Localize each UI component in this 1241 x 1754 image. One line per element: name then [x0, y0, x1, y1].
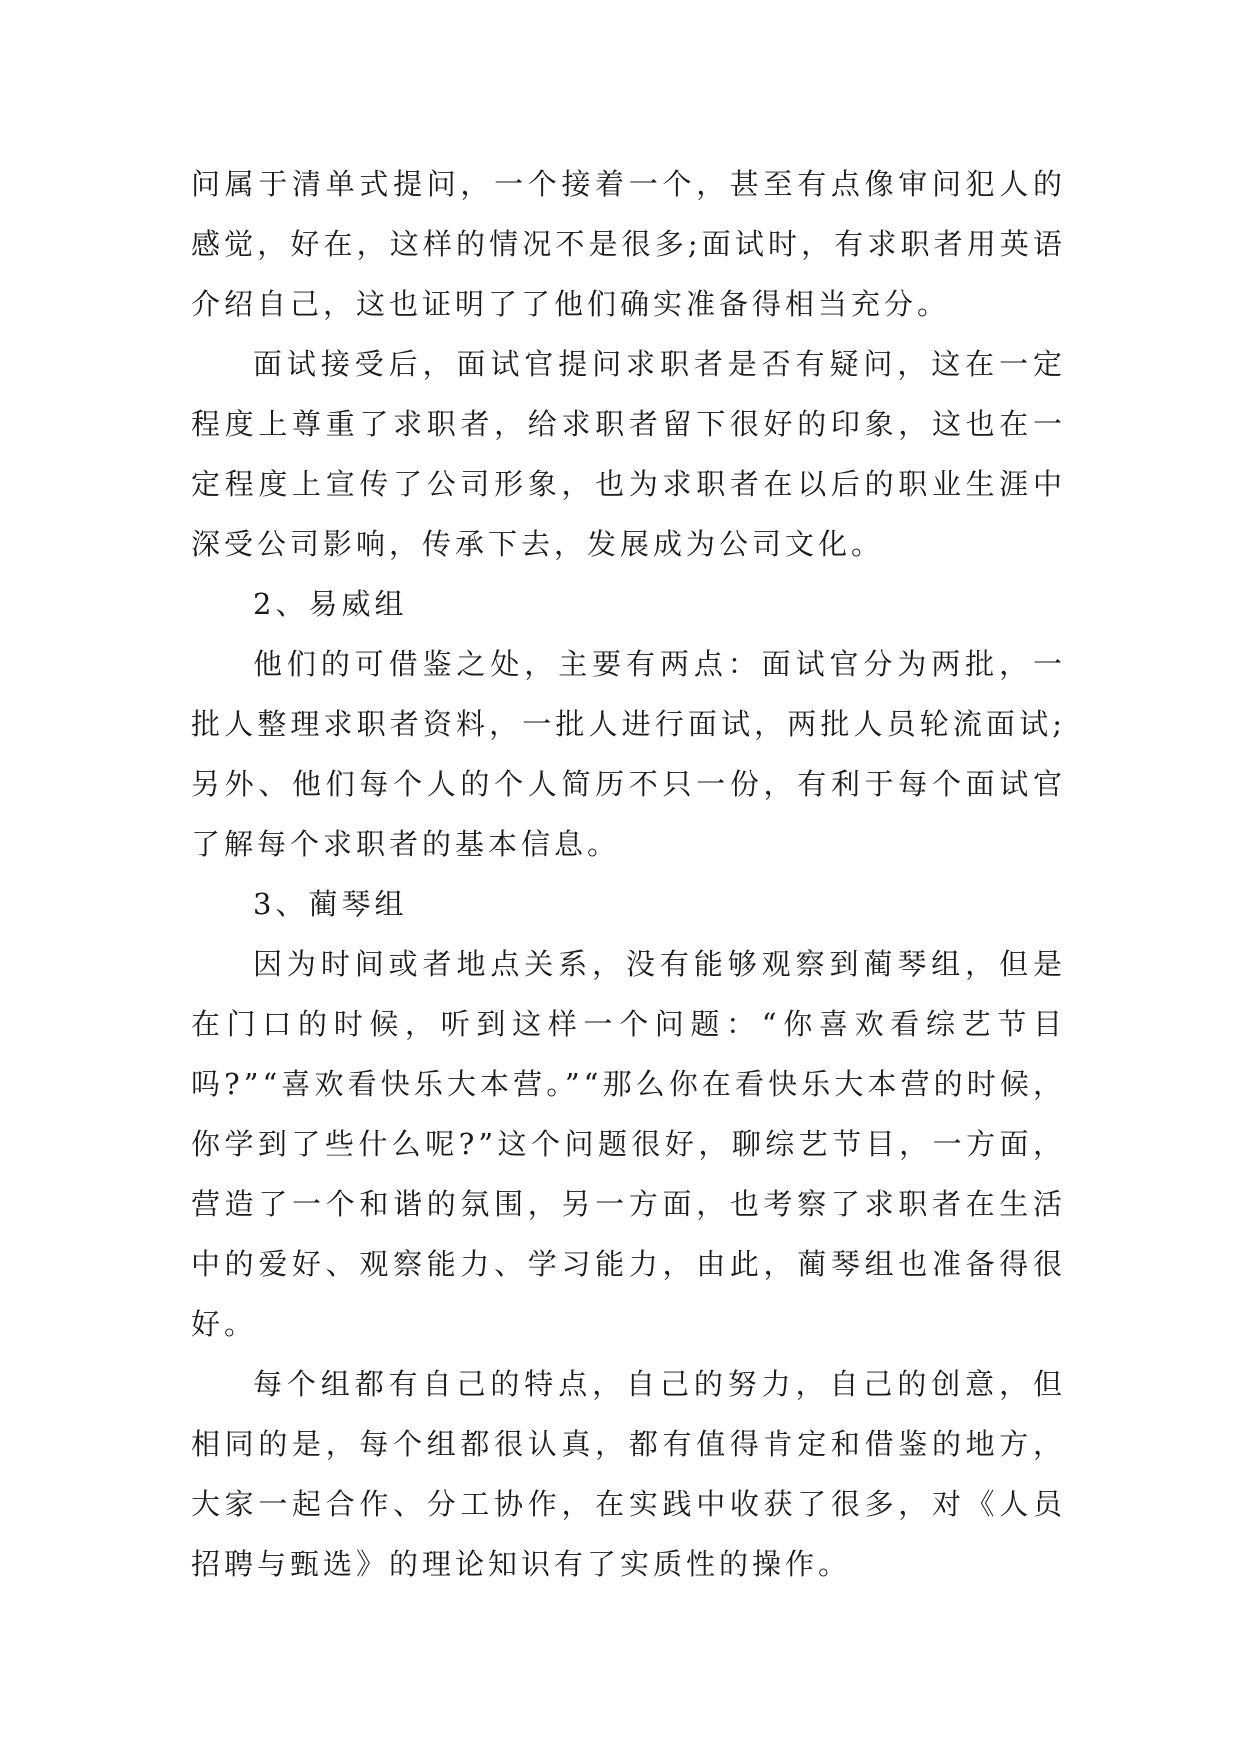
paragraph-interview-end: 面试接受后，面试官提问求职者是否有疑问，这在一定程度上尊重了求职者，给求职者留下很好的印象，这也在一定程度上宣传了公司形象，也为求职者在以后的职业生涯中深受公司影响，传承下去，发展成为公司文化。: [191, 347, 1066, 561]
paragraph-continuation: 问属于清单式提问，一个接着一个，甚至有点像审问犯人的感觉，好在，这样的情况不是很多;面试时，有求职者用英语介绍自己，这也证明了了他们确实准备得相当充分。: [191, 167, 1066, 321]
document-body: [191, 154, 1066, 1594]
paragraph-yiwei-group: 他们的可借鉴之处，主要有两点：面试官分为两批，一批人整理求职者资料，一批人进行面试，两批人员轮流面试;另外、他们每个人的个人简历不只一份，有利于每个面试官了解每个求职者的基本信息。: [191, 647, 1066, 861]
section-heading-yiwei-group: 2、易威组: [253, 587, 408, 621]
section-heading-linqin-group: 3、蔺琴组: [253, 887, 408, 921]
paragraph-linqin-group: 因为时间或者地点关系，没有能够观察到蔺琴组，但是在门口的时候，听到这样一个问题：“你喜欢看综艺节目吗?”“喜欢看快乐大本营。”“那么你在看快乐大本营的时候，你学到了些什么呢?”这个问题很好，聊综艺节目，一方面，营造了一个和谐的氛围，另一方面，也考察了求职者在生活中的爱好、观察能力、学习能力，由此，蔺琴组也准备得很好。: [191, 947, 1066, 1341]
paragraph-summary: 每个组都有自己的特点，自己的努力，自己的创意，但相同的是，每个组都很认真，都有值得肯定和借鉴的地方，大家一起合作、分工协作，在实践中收获了很多，对《人员招聘与甄选》的理论知识有了实质性的操作。: [191, 1367, 1066, 1581]
